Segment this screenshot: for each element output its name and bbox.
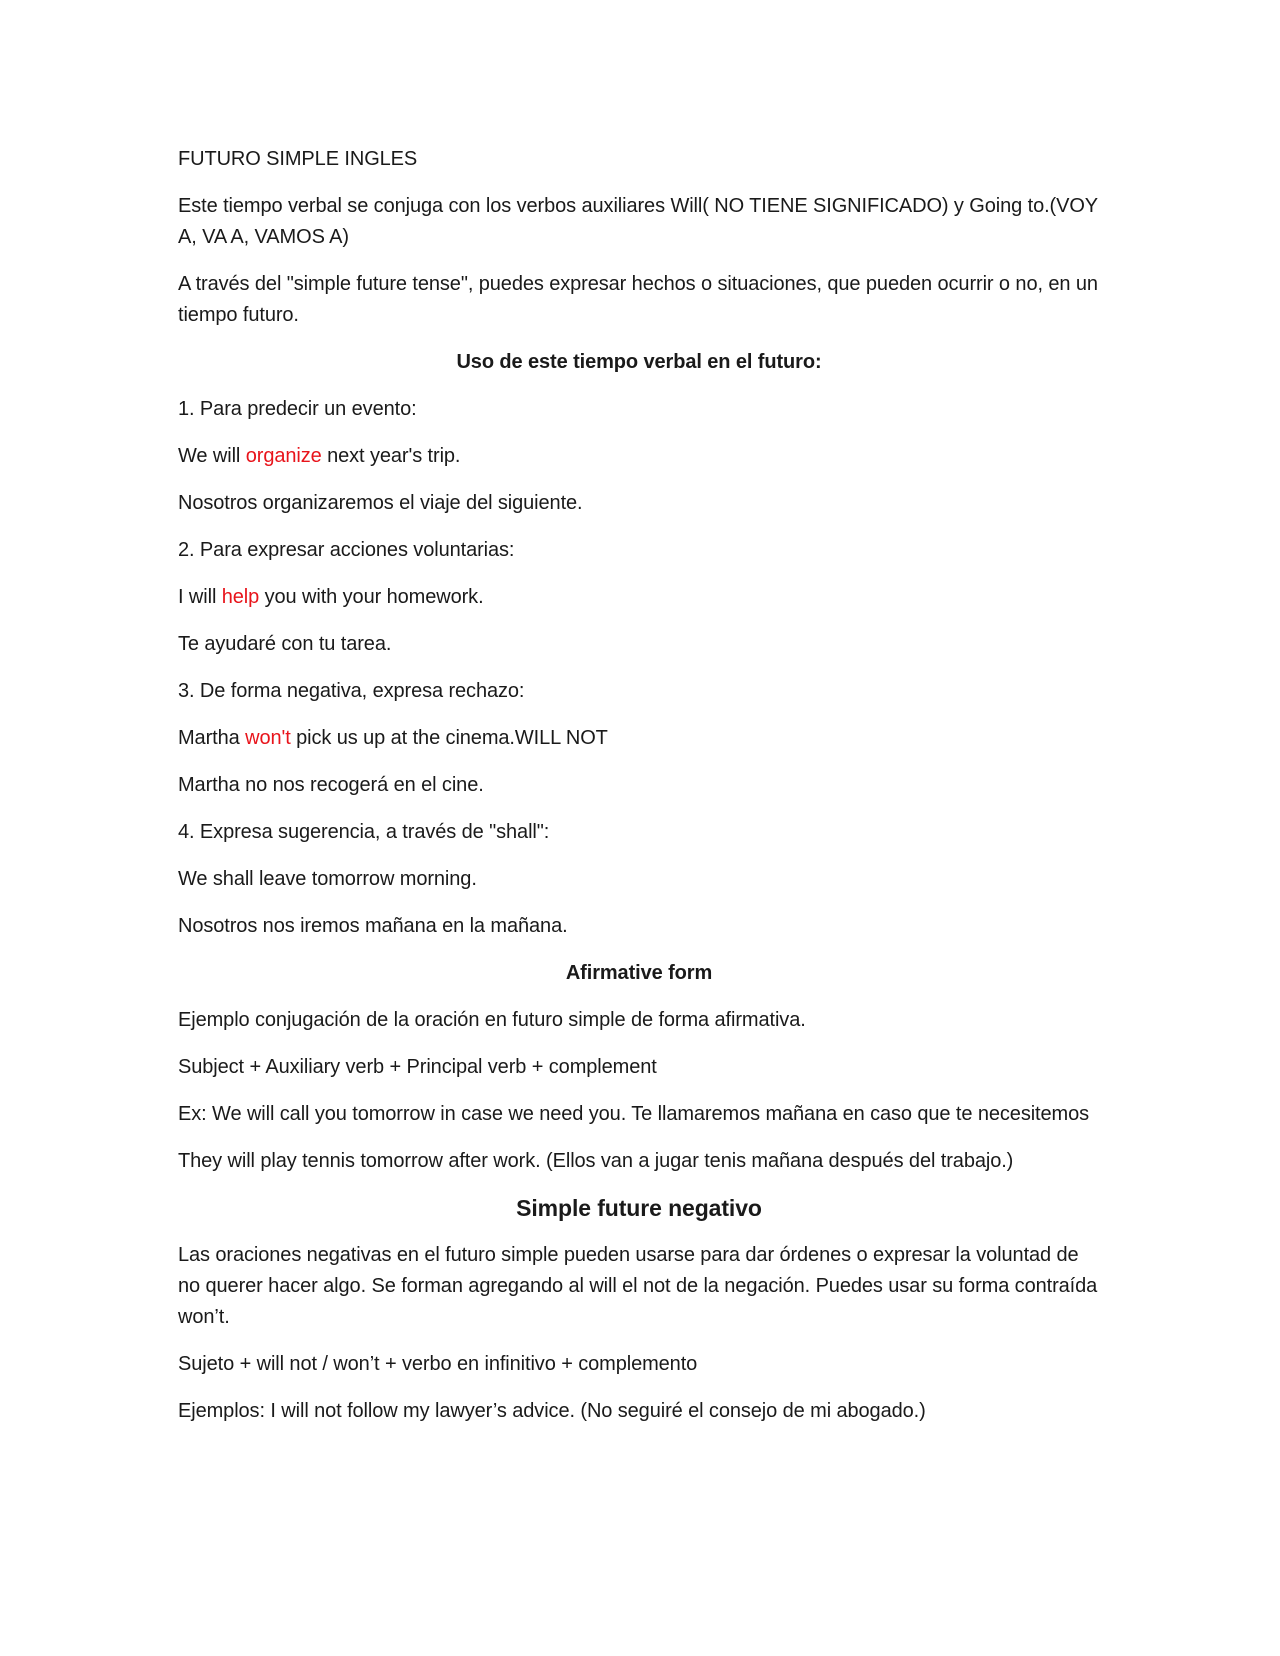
use4-example: We shall leave tomorrow morning. (178, 868, 477, 890)
use4-translation: Nosotros nos iremos mañana en la mañana. (178, 915, 568, 937)
negative-heading: Simple future negativo (516, 1195, 762, 1221)
use2-example (178, 582, 1100, 613)
affirmative-example-1: Ex: We will call you tomorrow in case we need you. Te llamaremos mañana en caso que te necesitemos (178, 1103, 1090, 1125)
use4-label: 4. Expresa sugerencia, a través de "shall": (178, 821, 550, 843)
affirmative-example-2: They will play tennis tomorrow after work. (Ellos van a jugar tenis mañana después del trabajo.) (178, 1150, 1014, 1172)
document-title: FUTURO SIMPLE INGLES (178, 148, 418, 170)
use1-example (178, 441, 1100, 472)
use3-example (178, 723, 1100, 754)
negative-example: Ejemplos: I will not follow my lawyer’s advice. (No seguiré el consejo de mi abogado.) (178, 1400, 926, 1422)
affirmative-formula: Subject + Auxiliary verb + Principal verb + complement (178, 1056, 657, 1078)
use1-example-post: next year's trip. (321, 445, 461, 467)
affirmative-heading: Afirmative form (565, 962, 713, 984)
use3-translation: Martha no nos recogerá en el cine. (178, 774, 484, 796)
use2-example-post: you with your homework. (259, 586, 484, 608)
use3-label: 3. De forma negativa, expresa rechazo: (178, 680, 525, 702)
use2-example-highlight: help (221, 586, 260, 608)
use1-example-pre: We will (178, 445, 246, 467)
intro-paragraph: Este tiempo verbal se conjuga con los verbos auxiliares Will( NO TIENE SIGNIFICADO) y Going to.(VOY A, VA A, VAMOS A) (178, 195, 1098, 248)
use2-translation: Te ayudaré con tu tarea. (178, 633, 392, 655)
use3-example-post: pick us up at the cinema.WILL NOT (290, 727, 608, 749)
use3-example-pre: Martha (178, 727, 246, 749)
use1-translation: Nosotros organizaremos el viaje del siguiente. (178, 492, 583, 514)
affirmative-desc: Ejemplo conjugación de la oración en futuro simple de forma afirmativa. (178, 1009, 806, 1031)
uses-heading: Uso de este tiempo verbal en el futuro: (456, 351, 822, 373)
use1-example-highlight: organize (245, 445, 322, 467)
document-page (178, 144, 1100, 1443)
use2-label: 2. Para expresar acciones voluntarias: (178, 539, 515, 561)
intro-paragraph-2: A través del "simple future tense", puedes expresar hechos o situaciones, que pueden ocurrir o no, en un tiempo futuro. (178, 273, 1098, 326)
negative-desc: Las oraciones negativas en el futuro simple pueden usarse para dar órdenes o expresar la voluntad de no querer hacer algo. Se forman agregando al will el not de la negación. Puedes usar su forma contraída won’t. (178, 1244, 1098, 1328)
negative-formula: Sujeto + will not / won’t + verbo en infinitivo + complemento (178, 1353, 698, 1375)
use1-label: 1. Para predecir un evento: (178, 398, 417, 420)
use3-example-highlight: won't (245, 727, 291, 749)
use2-example-pre: I will (178, 586, 222, 608)
